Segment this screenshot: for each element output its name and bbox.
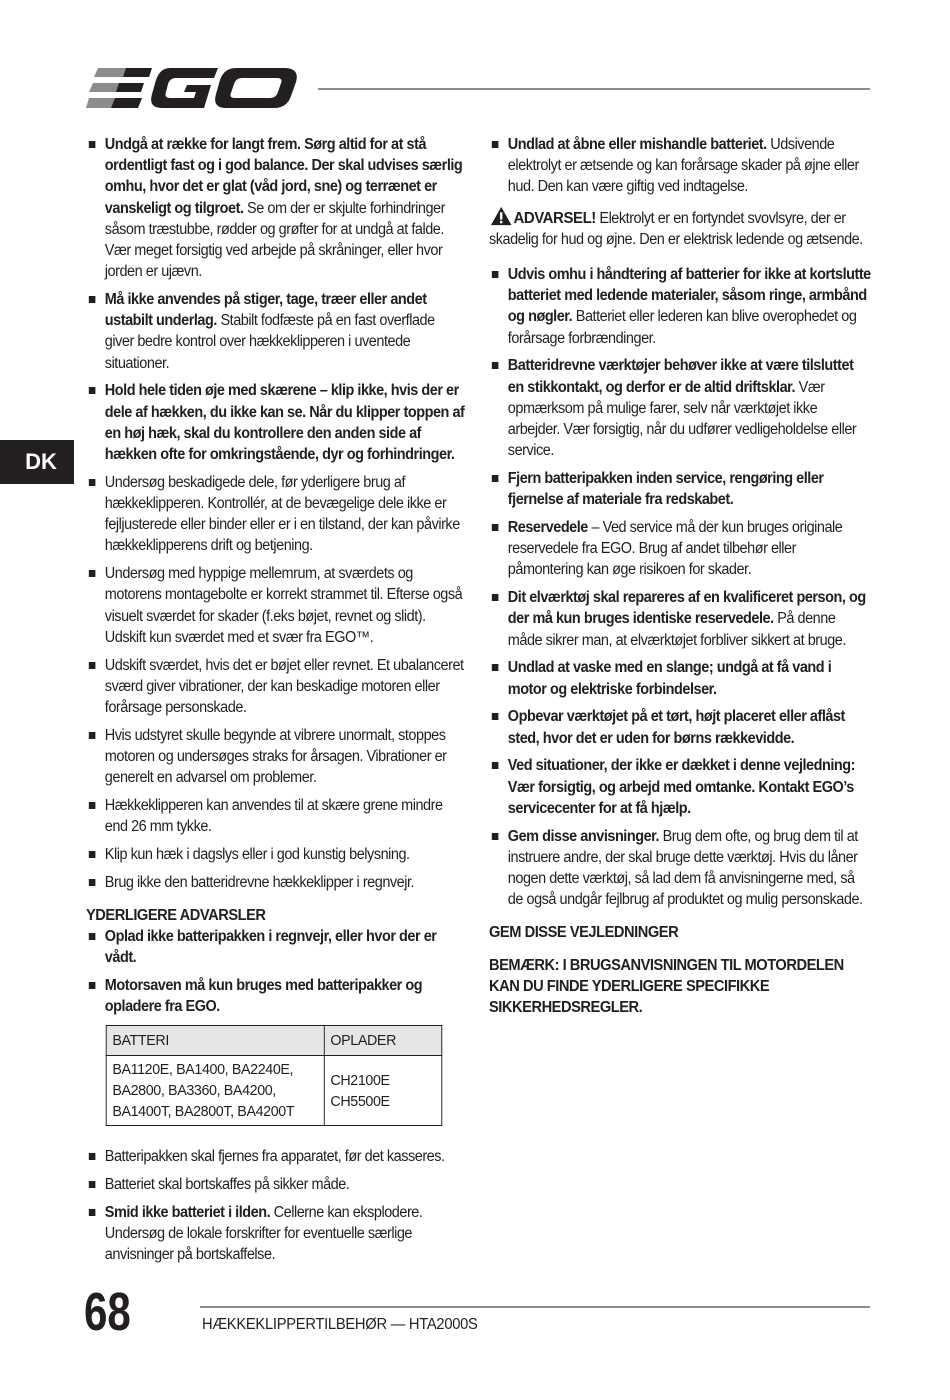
right-column [489,134,872,1018]
list-item [489,755,872,819]
item-text: Klip kun hæk i dagslys eller i god kunstig belysning. [104,846,410,864]
battery-models-cell [106,1056,324,1126]
table-header-battery: BATTERI [106,1026,324,1056]
charger-models-cell [324,1056,442,1126]
item-bold: Batteridrevne værktøjer behøver ikke at være tilsluttet en stikkontakt, og derfor er de altid driftsklar. [507,357,854,396]
item-text: Batteriet eller lederen kan blive overophedet og forårsage forbrændinger. [507,308,857,347]
list-item [86,975,466,1017]
list-item [489,134,872,198]
item-text: Udskift sværdet, hvis det er bøjet eller revnet. Et ubalanceret sværd giver vibrationer, der kan beskadige motoren eller forårsage personskade. [104,656,464,717]
item-bold: Undlad at åbne eller mishandle batteriet. [507,136,767,153]
page-number: 68 [84,1282,131,1342]
list-item [489,517,872,581]
list-item [86,655,466,719]
section-heading: GEM DISSE VEJLEDNINGER [489,924,679,942]
header-rule [318,88,870,90]
list-item [86,844,466,865]
item-bold: Hold hele tiden øje med skærene – klip ikke, hvis der er dele af hækken, du ikke kan se. Når du klipper toppen af en høj hæk, skal du kontrollere den anden side af hækken ofte for omkringstående, dyr og forhindringer. [104,382,465,464]
item-text: Stabilt fodfæste på en fast overflade giver bedre kontrol over hækkeklipperen i uventede situationer. [104,312,435,372]
item-bold: Må ikke anvendes på stiger, tage, træer eller andet ustabilt underlag. [104,291,427,330]
warning-triangle-icon [489,206,513,226]
item-text: Vær opmærksom på mulige farer, selv når værktøjet ikke arbejder. Vær forsigtig, når du udfører vedligeholdelse eller service. [507,378,857,460]
table-header-charger: OPLADER [324,1026,442,1056]
warning-note [489,206,872,250]
battery-models-line: BA2800, BA3360, BA4200, [112,1082,276,1100]
item-text: Batteriet skal bortskaffes på sikker måde. [104,1176,350,1194]
footer-title: HÆKKEKLIPPERTILBEHØR — HTA2000S [202,1316,478,1333]
table-header-row [106,1026,442,1056]
footer-rule [200,1306,870,1308]
item-text: Batteripakken skal fjernes fra apparatet, før det kasseres. [104,1148,445,1166]
item-bold: Reservedele [507,519,588,537]
item-text: Undersøg beskadigede dele, før yderligere brug af hækkeklipperen. Kontrollér, at de bevægelige dele ikke er fejljusterede eller binder eller er i en tilstand, der kan påvirke hækkeklipperens drift og betjening. [104,473,460,555]
item-bold: Oplad ikke batteripakken i regnvejr, eller hvor der er vådt. [104,928,437,967]
list-item [86,380,466,465]
left-list-1 [86,134,466,893]
item-text: Hvis udstyret skulle begynde at vibrere unormalt, stoppes motoren og undersøges straks for årsagen. Vibrationer er generelt en advarsel om problemer. [104,726,447,787]
item-bold: Ved situationer, der ikke er dækket i denne vejledning: Vær forsigtig, og arbejd med omtanke. Kontakt EGO’s servicecenter for at få hjælp. [507,757,856,817]
note-heading: BEMÆRK: I BRUGSANVISNINGEN TIL MOTORDELEN KAN DU FINDE YDERLIGERE SPECIFIKKE SIKKERHEDSREGLER. [489,957,844,1017]
list-item [86,926,466,968]
list-item [86,1202,466,1266]
battery-models-line: BA1400T, BA2800T, BA4200T [112,1103,295,1121]
list-item [489,468,872,510]
list-item [86,563,466,648]
list-item [86,1174,466,1195]
list-item [86,289,466,374]
item-text: Hækkeklipperen kan anvendes til at skære grene mindre end 26 mm tykke. [104,797,443,836]
battery-models-line: BA1120E, BA1400, BA2240E, [112,1061,294,1079]
item-text: Udsivende elektrolyt er ætsende og kan forårsage skader på øjne eller hud. Den kan være giftig ved indtagelse. [507,136,859,196]
ego-logo [86,64,298,114]
item-text: På denne måde sikrer man, at elværktøjet forbliver sikkert at bruge. [507,610,846,649]
item-text: Undersøg med hyppige mellemrum, at sværdets og motorens montagebolte er korrekt strammet til. Efterse også visuelt sværdet for skader (f.eks bøjet, revnet og slidt). Udskift kun sværdet med et svær fra EGO™. [104,565,463,646]
item-bold: Opbevar værktøjet på et tørt, højt placeret eller aflåst sted, hvor det er uden for børns rækkevidde. [507,708,845,747]
list-item [489,355,872,461]
warning-title: ADVARSEL! [513,209,596,227]
list-item [86,472,466,557]
item-text: – Ved service må der kun bruges originale reservedele fra EGO. Brug af andet tilbehør eller påmontering kan øge risikoen for skader. [507,519,843,579]
list-item [489,826,872,911]
right-list-2 [489,264,872,910]
table-row [106,1056,442,1126]
list-item [489,706,872,748]
item-bold: Udvis omhu i håndtering af batterier for ikke at kortslutte batteriet med ledende materialer, såsom ringe, armbånd og nøgler. [507,266,871,326]
warning-text: Elektrolyt er en fortyndet svovlsyre, der er skadelig for hud og øjne. Den er elektrisk ledende og ætsende. [489,209,863,248]
item-text: Brug dem ofte, og brug dem til at instruere andre, der skal bruge dette værktøj. Hvis du låner nogen dette værktøj, så lad dem få anvisningerne med, så de også undgår fejlbrug af produktet og mulig personskade. [507,827,863,909]
item-bold: Dit elværktøj skal repareres af en kvalificeret person, og der må kun bruges identiske reservedele. [507,589,866,628]
list-item [86,134,466,282]
item-bold: Undlad at vaske med en slange; undgå at få vand i motor og elektriske forbindelser. [507,659,832,698]
list-item [489,657,872,699]
left-column-text [86,134,466,1266]
item-text: Brug ikke den batteridrevne hækkeklipper i regnvejr. [104,873,415,891]
section-heading: YDERLIGERE ADVARSLER [86,907,266,925]
charger-model: CH5500E [330,1092,390,1110]
item-text: Cellerne kan eksplodere. Undersøg de lokale forskrifter for eventuelle særlige anvisninger på bortskaffelse. [104,1204,423,1264]
item-text: Se om der er skjulte forhindringer såsom træstubbe, rødder og grøfter for at undgå at falde. Vær meget forsigtig ved arbejde på skråninger, eller hvor jorden er ujævn. [104,199,445,281]
item-bold: Fjern batteripakken inden service, rengøring eller fjernelse af materiale fra redskabet. [507,470,824,509]
list-item [489,264,872,349]
list-item [86,725,466,789]
charger-model: CH2100E [330,1071,390,1089]
item-bold: Motorsaven må kun bruges med batteripakker og opladere fra EGO. [104,977,423,1016]
left-column [86,134,466,1272]
left-list-2 [86,926,466,1017]
battery-charger-table [106,1025,443,1126]
item-bold: Undgå at række for langt frem. Sørg altid for at stå ordentligt fast og i god balance. Der skal udvises særlig omhu, hvor det er glat (våd jord, sne) og terrænet er vanskeligt og tilgroet. [104,136,463,217]
list-item [86,795,466,837]
item-bold: Gem disse anvisninger. [507,827,660,845]
list-item [86,1146,466,1167]
language-tab: DK [0,440,74,484]
left-list-3 [86,1146,466,1265]
item-bold: Smid ikke batteriet i ilden. [104,1204,271,1222]
list-item [86,872,466,893]
list-item [489,587,872,651]
right-column-text [489,134,872,1018]
